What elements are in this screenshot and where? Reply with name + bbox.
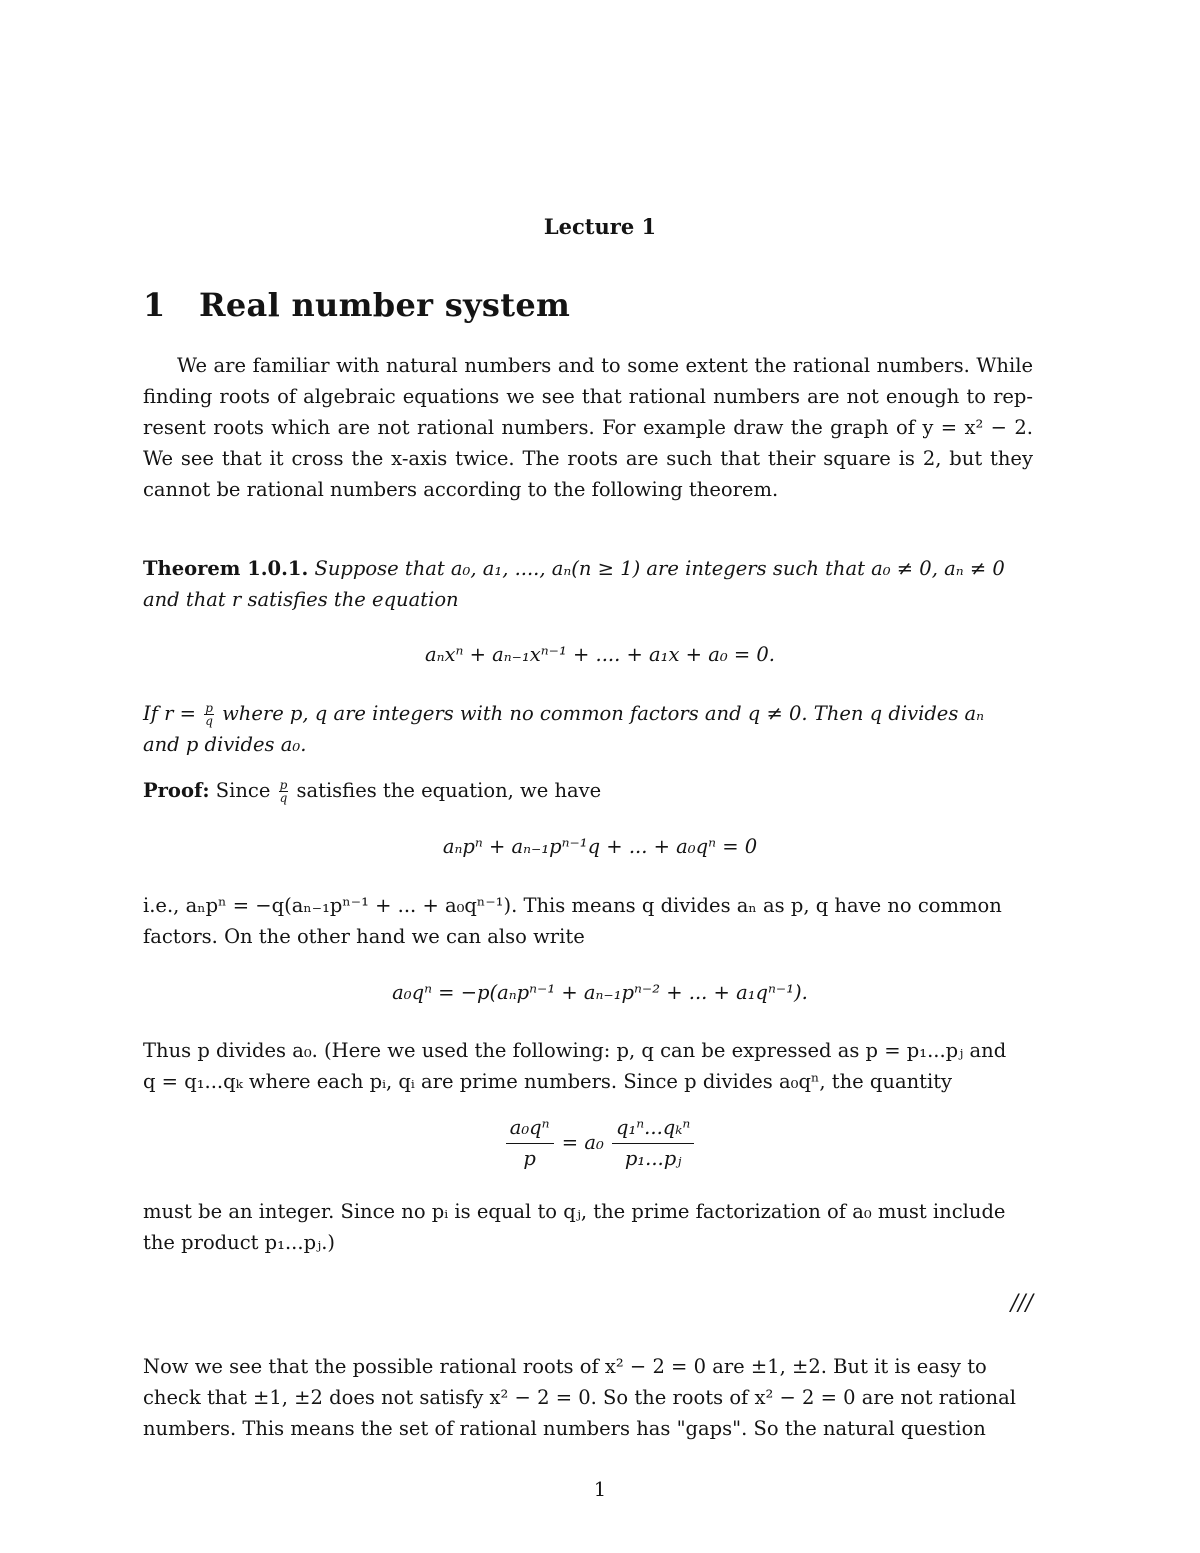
intro-line: We are familiar with natural numbers and to some extent the rational numbers. While: [177, 354, 1033, 377]
proof-line: q = q₁...qₖ where each pᵢ, qᵢ are prime numbers. Since p divides a₀qⁿ, the quantity: [143, 1070, 953, 1093]
proof-equation-1: aₙpⁿ + aₙ₋₁pⁿ⁻¹q + ... + a₀qⁿ = 0: [442, 835, 758, 858]
proof-equation-3: [0, 1113, 1200, 1174]
intro-line: finding roots of algebraic equations we see that rational numbers are not enough to rep-: [143, 385, 1033, 408]
theorem-statement: Suppose that a₀, a₁, ...., aₙ(n ≥ 1) are integers such that a₀ ≠ 0, aₙ ≠ 0: [314, 557, 1005, 580]
proof-ie-paragraph: [143, 890, 1033, 952]
fraction-numerator: p: [279, 778, 288, 792]
page-number: 1: [593, 1478, 607, 1501]
closing-line: numbers. This means the set of rational numbers has "gaps". So the natural question: [143, 1417, 986, 1440]
fraction-numerator: p: [205, 701, 213, 715]
proof-equation-2: a₀qⁿ = −p(aₙpⁿ⁻¹ + aₙ₋₁pⁿ⁻² + ... + a₁qⁿ⁻¹).: [392, 981, 808, 1004]
equation3-mid: = a₀: [561, 1131, 604, 1154]
proof-satisfies: satisfies the equation, we have: [296, 779, 602, 802]
proof-line: must be an integer. Since no pᵢ is equal to qⱼ, the prime factorization of a₀ must include: [143, 1200, 1006, 1223]
intro-line: We see that it cross the x-axis twice. The roots are such that their square is 2, but they: [143, 447, 1033, 470]
intro-line: cannot be rational numbers according to the following theorem.: [143, 478, 779, 501]
equation3-rhs-fraction: [612, 1113, 694, 1174]
proof-line: factors. On the other hand we can also write: [143, 925, 585, 948]
fraction-denominator: p₁...pⱼ: [624, 1147, 682, 1170]
proof-thus-paragraph: [143, 1035, 1033, 1097]
proof-intro: [143, 775, 1033, 806]
proof-line: Thus p divides a₀. (Here we used the following: p, q can be expressed as p = p₁...pⱼ and: [143, 1039, 1007, 1062]
proof-since: Since: [215, 779, 271, 802]
equation3-lhs-fraction: [506, 1113, 554, 1174]
theorem: [143, 553, 1033, 615]
section-title: Real number system: [199, 286, 571, 324]
proof-line: i.e., aₙpⁿ = −q(aₙ₋₁pⁿ⁻¹ + ... + a₀qⁿ⁻¹). This means q divides aₙ as p, q have no common: [143, 894, 1002, 917]
fraction-p-over-q: [204, 702, 214, 727]
proof-label: Proof:: [143, 779, 210, 802]
fraction-numerator: a₀qⁿ: [506, 1113, 554, 1144]
fraction-denominator: q: [205, 714, 213, 728]
fraction-p-over-q: [279, 779, 289, 804]
section-number: 1: [143, 286, 166, 324]
proof-must-paragraph: [143, 1196, 1033, 1258]
proof-line: the product p₁...pⱼ.): [143, 1231, 336, 1254]
fraction-denominator: p: [523, 1147, 536, 1170]
condition-line2: and p divides a₀.: [143, 733, 307, 756]
fraction-denominator: q: [279, 791, 288, 805]
qed-mark: ///: [1010, 1291, 1033, 1316]
intro-line: resent roots which are not rational numbers. For example draw the graph of y = x² − 2.: [143, 416, 1033, 439]
theorem-equation: aₙxⁿ + aₙ₋₁xⁿ⁻¹ + .... + a₁x + a₀ = 0.: [424, 643, 776, 666]
lecture-title: Lecture 1: [543, 214, 657, 239]
closing-paragraph: [143, 1351, 1033, 1444]
section-heading: [143, 286, 570, 324]
theorem-statement-cont: and that r satisfies the equation: [143, 588, 459, 611]
condition-if: If r =: [143, 702, 196, 725]
theorem-label: Theorem 1.0.1.: [143, 557, 309, 580]
intro-paragraph: [143, 350, 1033, 505]
closing-line: Now we see that the possible rational roots of x² − 2 = 0 are ±1, ±2. But it is easy to: [143, 1355, 987, 1378]
fraction-numerator: q₁ⁿ...qₖⁿ: [612, 1113, 694, 1144]
closing-line: check that ±1, ±2 does not satisfy x² − 2 = 0. So the roots of x² − 2 = 0 are not rational: [143, 1386, 1016, 1409]
theorem-condition: [143, 698, 1033, 760]
condition-rest: where p, q are integers with no common factors and q ≠ 0. Then q divides aₙ: [222, 702, 985, 725]
